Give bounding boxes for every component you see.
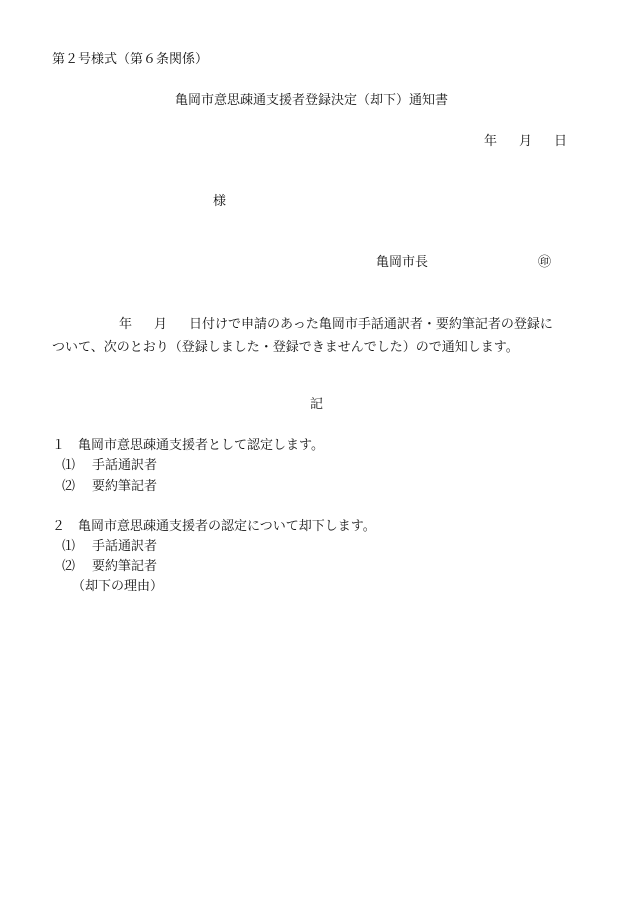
body-line-1 (119, 318, 553, 331)
section-1-text: 亀岡市意思疎通支援者として認定します。 (78, 438, 324, 453)
section-2-item-2 (62, 560, 157, 573)
section-1-heading (52, 439, 324, 452)
date-year-label: 年 (484, 134, 498, 149)
sender-name: 亀岡市長 (376, 255, 429, 270)
section-2-text: 亀岡市意思疎通支援者の認定について却下します。 (78, 519, 376, 534)
date-day-label: 日 (554, 134, 568, 149)
rejection-reason-label: （却下の理由） (72, 579, 164, 594)
section-2-number: ２ (52, 519, 66, 534)
section-1-number: １ (52, 438, 66, 453)
item-label: 要約筆記者 (92, 559, 158, 574)
document-title: 亀岡市意思疎通支援者登録決定（却下）通知書 (175, 93, 449, 108)
body-month-label: 月 (154, 317, 168, 332)
body-line-1-text: 日付けで申請のあった亀岡市手話通訳者・要約筆記者の登録に (189, 317, 553, 332)
item-number: ⑴ (62, 539, 76, 554)
addressee-suffix: 様 (213, 194, 227, 209)
section-1-item-1 (62, 459, 157, 472)
record-heading: 記 (310, 397, 324, 412)
section-1-item-2 (62, 480, 157, 493)
item-label: 手話通訳者 (92, 458, 158, 473)
body-line-2: ついて、次のとおり（登録しました・登録できませんでした）ので通知します。 (52, 340, 519, 355)
item-label: 要約筆記者 (92, 479, 158, 494)
body-year-label: 年 (119, 317, 133, 332)
section-2-item-1 (62, 540, 157, 553)
date-line (484, 135, 567, 148)
item-number: ⑵ (62, 559, 76, 574)
item-number: ⑵ (62, 479, 76, 494)
date-month-label: 月 (519, 134, 533, 149)
form-number: 第２号様式（第６条関係） (52, 52, 209, 67)
section-2-heading (52, 520, 376, 533)
item-number: ⑴ (62, 458, 76, 473)
item-label: 手話通訳者 (92, 539, 158, 554)
seal-mark: ㊞ (538, 255, 552, 270)
